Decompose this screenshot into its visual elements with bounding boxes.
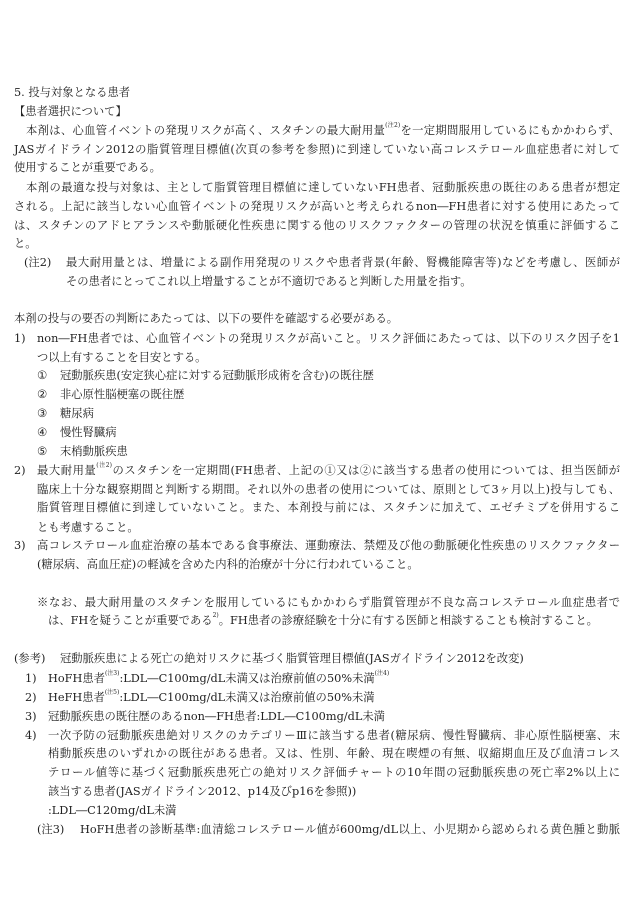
ref-item4-line4: 該当する患者(JASガイドライン2012、p14及びp16を参照)) xyxy=(48,785,357,798)
note2-line1: 最大耐用量とは、増量による副作用発現のリスクや患者背景(年齢、腎機能障害等)などを考慮し、医師が xyxy=(66,256,620,269)
factor-mark: ① xyxy=(37,369,48,382)
factor-text: 冠動脈疾患(安定狭心症に対する冠動脈形成術を含む)の既往歴 xyxy=(60,369,374,382)
factor-text: 糖尿病 xyxy=(60,407,94,420)
note2-label: (注2) xyxy=(24,256,52,269)
para2-line3: は、スタチンのアドヒアランスや動脈硬化性疾患に関する他のリスクファクターの管理の状況を慎重に評価するこ xyxy=(14,219,620,232)
factor-text: 非心原性脳梗塞の既往歴 xyxy=(60,388,185,401)
req1-line1: non―FH患者では、心血管イベントの発現リスクが高いこと。リスク評価にあたっては、以下のリスク因子を1 xyxy=(37,332,620,345)
req1-number: 1) xyxy=(14,332,26,345)
req2-line4: とも考慮すること。 xyxy=(37,521,139,534)
factor-mark: ⑤ xyxy=(37,445,48,458)
para1-line2: JASガイドライン2012の脂質管理目標値(次頁の参考を参照)に到達していない高コレステロール血症患者に対して xyxy=(14,143,620,156)
ref-item-number: 3) xyxy=(25,710,37,723)
caution-line2: は、FHを疑うことが重要である$^{2)}$。FH患者の診療経験を十分に有する医師と相談することも検討すること。 xyxy=(48,612,598,627)
factor-mark: ③ xyxy=(37,407,48,420)
ref-item-non-fh: 冠動脈疾患の既往歴のあるnon―FH患者:LDL―C100mg/dL未満 xyxy=(48,710,385,723)
req2-line3: 脂質管理目標値に到達していないこと。また、本剤投与前には、スタチンに加えて、エゼチミブを併用するこ xyxy=(37,501,620,514)
req2-line2: 臨床上十分な観察期間と判断する期間。それ以外の患者の使用については、原則として3ヶ月以上)投与しても、 xyxy=(37,483,620,496)
subheading: 【患者選択について】 xyxy=(14,105,127,118)
para1-line3: 使用することが重要である。 xyxy=(14,161,161,174)
para2-line1: 本剤の最適な投与対象は、主として脂質管理目標値に達していないFH患者、冠動脈疾患の既往のある患者が想定 xyxy=(26,181,620,194)
req3-line1: 高コレステロール血症治療の基本である食事療法、運動療法、禁煙及び他の動脈硬化性疾患のリスクファクター xyxy=(37,539,620,552)
req1-line2: つ以上有することを目安とする。 xyxy=(37,351,207,364)
req2-line1: 最大耐用量$^{(注2)}$のスタチンを一定期間(FH患者、上記の①又は②に該当する患者の使用については、担当医師が xyxy=(37,462,620,477)
ref-item-number: 2) xyxy=(25,691,37,704)
para2-line2: される。上記に該当しない心血管イベントの発現リスクが高いと考えられるnon―FH患者に対する使用にあたって xyxy=(14,200,620,213)
factor-mark: ④ xyxy=(37,426,48,439)
ref-item-hefh: HeFH患者$^{(注5)}$:LDL―C100mg/dL未満又は治療前値の50%未満 xyxy=(48,689,375,704)
note3-line1: HoFH患者の診断基準:血清総コレステロール値が600mg/dL以上、小児期から認められる黄色腫と動脈 xyxy=(80,823,620,836)
req3-number: 3) xyxy=(14,539,26,552)
caution-line1: ※なお、最大耐用量のスタチンを服用しているにもかかわらず脂質管理が不良な高コレステロール血症患者で xyxy=(37,596,620,609)
factor-mark: ② xyxy=(37,388,48,401)
ref-item4-line2: 梢動脈疾患のいずれかの既往がある患者。又は、性別、年齢、現在喫煙の有無、収縮期血圧及び血清コレス xyxy=(48,747,620,760)
ref-item-hofh: HoFH患者$^{(注3)}$:LDL―C100mg/dL未満又は治療前値の50%未満$^{(注4)}$ xyxy=(48,670,390,685)
para1-line1: 本剤は、心血管イベントの発現リスクが高く、スタチンの最大耐用量$^{(注2)}$を一定期間服用しているにもかかわらず、 xyxy=(26,122,620,137)
note3-label: (注3) xyxy=(37,823,65,836)
req2-number: 2) xyxy=(14,464,26,477)
ref-item4-line3: テロール値等に基づく冠動脈疾患死亡の絶対リスク評価チャートの10年間の冠動脈疾患の死亡率2%以上に xyxy=(48,766,620,779)
factor-text: 末梢動脈疾患 xyxy=(60,445,128,458)
factor-text: 慢性腎臓病 xyxy=(60,426,117,439)
ref-item4-line1: 一次予防の冠動脈疾患絶対リスクのカテゴリーⅢに該当する患者(糖尿病、慢性腎臓病、非心原性脳梗塞、末 xyxy=(48,729,620,742)
reference-label: (参考) xyxy=(14,652,46,665)
section-title: 5. 投与対象となる患者 xyxy=(14,86,131,99)
req3-line2: (糖尿病、高血圧症)の軽減を含めた内科的治療が十分に行われていること。 xyxy=(37,558,419,571)
para2-line4: と。 xyxy=(14,237,37,250)
requirements-intro: 本剤の投与の要否の判断にあたっては、以下の要件を確認する必要がある。 xyxy=(14,312,399,325)
note2-line2: その患者にとってこれ以上増量することが不適切であると判断した用量を指す。 xyxy=(66,275,472,288)
ref-item-number: 1) xyxy=(25,672,37,685)
reference-title: 冠動脈疾患による死亡の絶対リスクに基づく脂質管理目標値(JASガイドライン2012を改変) xyxy=(60,652,524,665)
ref-item4-line5: :LDL―C120mg/dL未満 xyxy=(48,804,177,817)
ref-item-number: 4) xyxy=(25,729,37,742)
